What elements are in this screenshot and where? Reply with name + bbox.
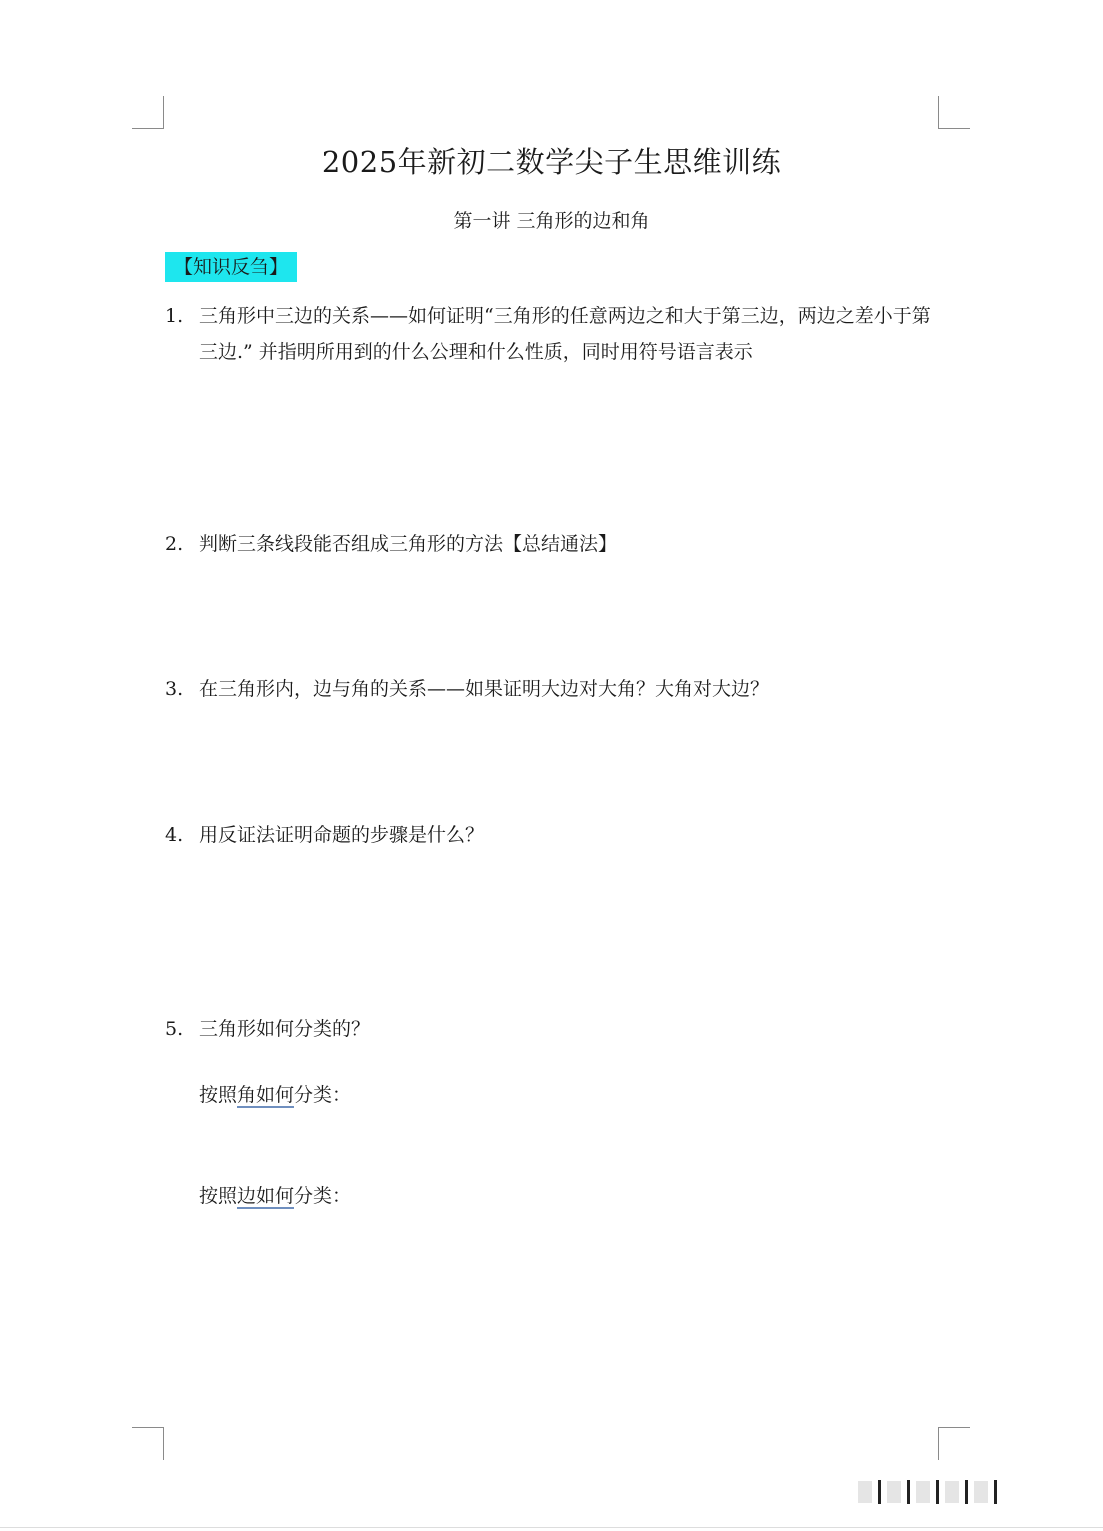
question-text: 用反证法证明命题的步骤是什么？ [199,824,485,846]
classify-prefix: 按照 [199,1084,238,1106]
question-number: 1. [165,305,184,327]
scroll-segment [858,1481,872,1503]
crop-mark-top-right [938,96,970,129]
lecture-subtitle: 第一讲 三角形的边和角 [453,210,650,232]
question-number: 2. [165,533,184,555]
classify-prefix: 按照 [199,1185,238,1207]
classify-suffix: 分类： [294,1185,352,1207]
section-tag: 【知识反刍】 [165,252,297,282]
classify-suffix: 分类： [294,1084,352,1106]
scroll-segment [945,1481,959,1503]
classify-by-side [199,1181,351,1211]
question-item [165,1011,935,1047]
question-item [165,526,935,562]
crop-mark-bottom-left [132,1427,164,1460]
crop-mark-top-left [132,96,164,129]
question-number: 3. [165,678,184,700]
scroll-segment [916,1481,930,1503]
question-text: 在三角形内，边与角的关系——如果证明大边对大角？大角对大边？ [199,678,770,700]
scroll-segment [994,1480,997,1504]
classify-underlined: 边如何 [237,1185,295,1207]
scroll-segment [965,1480,968,1504]
question-item [165,298,935,370]
question-text: 三角形中三边的关系——如何证明“三角形的任意两边之和大于第三边，两边之差小于第三边.” 并指明所用到的什么公理和什么性质，同时用符号语言表示 [199,305,931,363]
question-text: 三角形如何分类的？ [199,1018,371,1040]
page-scroll-indicator[interactable] [858,1476,1080,1508]
scroll-segment [887,1481,901,1503]
question-number: 5. [165,1018,184,1040]
page-bottom-edge [0,1527,1103,1528]
scroll-segment [974,1481,988,1503]
question-text: 判断三条线段能否组成三角形的方法【总结通法】 [199,533,618,555]
question-number: 4. [165,824,184,846]
scroll-segment [878,1480,881,1504]
document-title: 2025年新初二数学尖子生思维训练 [321,145,782,179]
scroll-segment [936,1480,939,1504]
question-item [165,671,935,707]
crop-mark-bottom-right [938,1427,970,1460]
classify-underlined: 角如何 [237,1084,295,1106]
scroll-segment [907,1480,910,1504]
question-item [165,817,935,853]
classify-by-angle [199,1080,351,1110]
